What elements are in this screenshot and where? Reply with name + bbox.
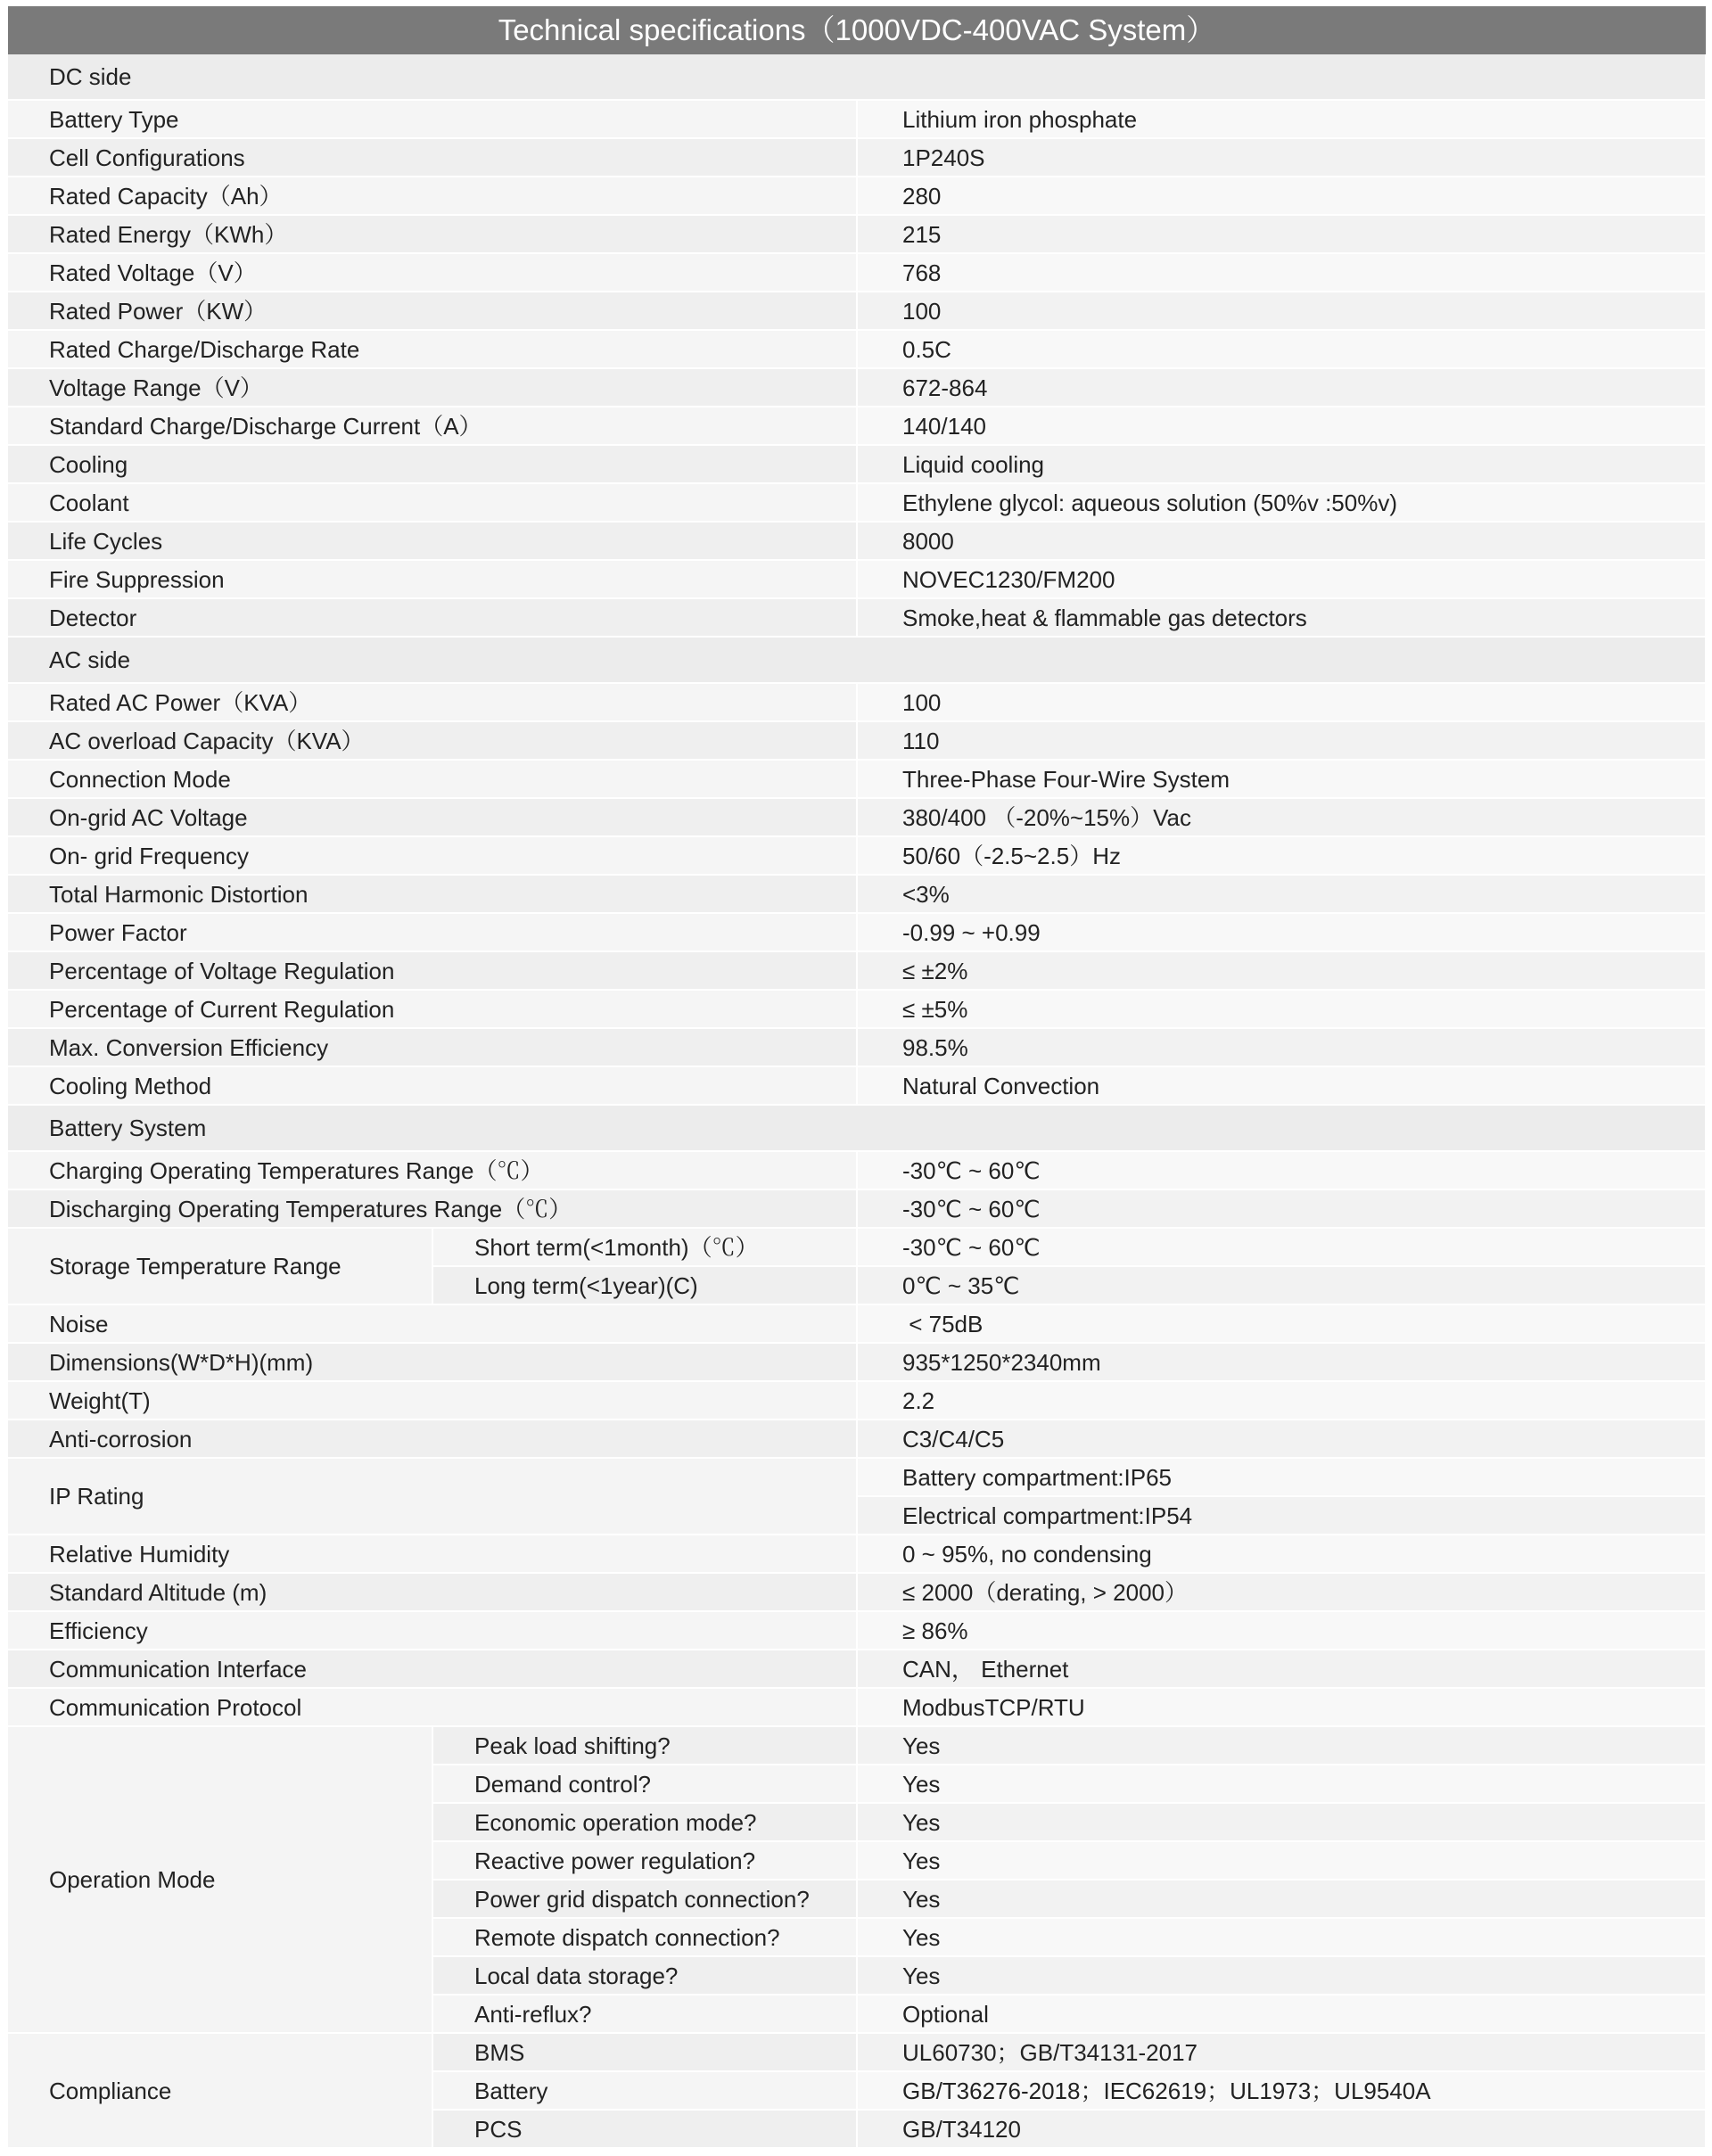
spec-value: 0 ~ 95%, no condensing [857,1535,1706,1573]
table-row [8,215,1706,253]
spec-value: -30℃ ~ 60℃ [857,1189,1706,1228]
table-row [8,1688,1706,1726]
table-row [8,836,1706,875]
section-header-ac [8,637,1706,683]
spec-label: On- grid Frequency [8,836,857,875]
spec-label: On-grid AC Voltage [8,798,857,836]
table-row [8,1611,1706,1650]
spec-value: Yes [857,1841,1706,1880]
spec-label: Relative Humidity [8,1535,857,1573]
table-row [8,330,1706,368]
spec-value: Yes [857,1726,1706,1765]
spec-label: Noise [8,1304,857,1343]
spec-value: C3/C4/C5 [857,1420,1706,1458]
spec-sub-label: Long term(<1year)(C) [432,1266,857,1304]
spec-label: Dimensions(W*D*H)(mm) [8,1343,857,1381]
spec-label: Weight(T) [8,1381,857,1420]
spec-value: Electrical compartment:IP54 [857,1496,1706,1535]
spec-label: Power Factor [8,913,857,951]
spec-label: IP Rating [8,1458,857,1535]
spec-value: 280 [857,177,1706,215]
table-title: Technical specifications（1000VDC-400VAC System） [8,6,1706,54]
table-row [8,177,1706,215]
spec-value: ≤ ±2% [857,951,1706,990]
spec-label: Coolant [8,483,857,522]
spec-sub-label: Local data storage? [432,1956,857,1995]
spec-label: Rated Capacity（Ah） [8,177,857,215]
table-row [8,951,1706,990]
table-row [8,598,1706,637]
spec-label: Percentage of Current Regulation [8,990,857,1028]
table-row [8,1228,1706,1266]
spec-value: 140/140 [857,407,1706,445]
spec-value: Yes [857,1765,1706,1803]
spec-label: AC overload Capacity（KVA） [8,721,857,760]
spec-label: Detector [8,598,857,637]
spec-value: 0℃ ~ 35℃ [857,1266,1706,1304]
spec-label: Discharging Operating Temperatures Range（℃） [8,1189,857,1228]
spec-label: Communication Interface [8,1650,857,1688]
table-row [8,1066,1706,1105]
spec-value: UL60730；GB/T34131-2017 [857,2033,1706,2071]
spec-value: Yes [857,1918,1706,1956]
table-row [8,798,1706,836]
spec-label: Cell Configurations [8,138,857,177]
spec-label: Life Cycles [8,522,857,560]
table-row [8,1573,1706,1611]
table-row [8,1028,1706,1066]
spec-group-label: Operation Mode [8,1726,432,2033]
spec-label: Rated Power（KW） [8,292,857,330]
spec-sub-label: Short term(<1month)（℃） [432,1228,857,1266]
table-row [8,875,1706,913]
spec-value: Three-Phase Four-Wire System [857,760,1706,798]
spec-value: Lithium iron phosphate [857,100,1706,138]
table-row [8,1151,1706,1189]
spec-sub-label: Peak load shifting? [432,1726,857,1765]
spec-label: Charging Operating Temperatures Range（℃） [8,1151,857,1189]
spec-value: 672-864 [857,368,1706,407]
spec-label: Percentage of Voltage Regulation [8,951,857,990]
spec-value: ModbusTCP/RTU [857,1688,1706,1726]
spec-label: Total Harmonic Distortion [8,875,857,913]
spec-value: Yes [857,1803,1706,1841]
spec-label: Efficiency [8,1611,857,1650]
table-row [8,1650,1706,1688]
spec-group-label: Compliance [8,2033,432,2148]
table-row [8,253,1706,292]
spec-sub-label: Power grid dispatch connection? [432,1880,857,1918]
section-header-dc [8,54,1706,100]
spec-value: GB/T34120 [857,2110,1706,2148]
spec-value: 380/400 （-20%~15%）Vac [857,798,1706,836]
spec-sub-label: Economic operation mode? [432,1803,857,1841]
spec-sub-label: PCS [432,2110,857,2148]
spec-sub-label: Anti-reflux? [432,1995,857,2033]
spec-value: CAN， Ethernet [857,1650,1706,1688]
spec-value: Yes [857,1880,1706,1918]
spec-value: 1P240S [857,138,1706,177]
spec-sub-label: Demand control? [432,1765,857,1803]
section-title: DC side [8,54,1706,100]
spec-value: Battery compartment:IP65 [857,1458,1706,1496]
spec-label: Cooling Method [8,1066,857,1105]
spec-value: 98.5% [857,1028,1706,1066]
spec-value: 8000 [857,522,1706,560]
table-row [8,683,1706,721]
spec-value: NOVEC1230/FM200 [857,560,1706,598]
spec-label: Battery Type [8,100,857,138]
spec-label: Max. Conversion Efficiency [8,1028,857,1066]
table-row [8,913,1706,951]
spec-sub-label: Remote dispatch connection? [432,1918,857,1956]
spec-value: 100 [857,683,1706,721]
table-row [8,1535,1706,1573]
spec-value: <3% [857,875,1706,913]
spec-value: Natural Convection [857,1066,1706,1105]
table-row [8,368,1706,407]
table-row [8,1189,1706,1228]
spec-label: Standard Altitude (m) [8,1573,857,1611]
spec-value: -30℃ ~ 60℃ [857,1151,1706,1189]
table-row [8,1381,1706,1420]
spec-sub-label: Reactive power regulation? [432,1841,857,1880]
spec-value: 2.2 [857,1381,1706,1420]
spec-value: Ethylene glycol: aqueous solution (50%v :50%v) [857,483,1706,522]
spec-value: 935*1250*2340mm [857,1343,1706,1381]
spec-label: Rated Charge/Discharge Rate [8,330,857,368]
spec-value: -30℃ ~ 60℃ [857,1228,1706,1266]
spec-value: 768 [857,253,1706,292]
spec-value: 50/60（-2.5~2.5）Hz [857,836,1706,875]
spec-value: ≥ 86% [857,1611,1706,1650]
spec-label: Rated AC Power（KVA） [8,683,857,721]
spec-sheet [8,6,1706,2151]
spec-value: Optional [857,1995,1706,2033]
table-row [8,721,1706,760]
table-row [8,990,1706,1028]
spec-value: Smoke,heat & flammable gas detectors [857,598,1706,637]
section-title: AC side [8,637,1706,683]
spec-label: Fire Suppression [8,560,857,598]
table-row [8,445,1706,483]
section-title: Battery System [8,1105,1706,1151]
spec-value: 0.5C [857,330,1706,368]
table-row [8,1420,1706,1458]
spec-value: Liquid cooling [857,445,1706,483]
table-row [8,2033,1706,2071]
spec-value: 215 [857,215,1706,253]
spec-label: Anti-corrosion [8,1420,857,1458]
spec-sub-label: Battery [432,2071,857,2110]
spec-label: Connection Mode [8,760,857,798]
spec-label: Voltage Range（V） [8,368,857,407]
table-row [8,760,1706,798]
table-row [8,138,1706,177]
spec-label: Cooling [8,445,857,483]
table-row [8,1726,1706,1765]
table-row [8,560,1706,598]
spec-label: Rated Voltage（V） [8,253,857,292]
table-row [8,1458,1706,1496]
spec-value: 110 [857,721,1706,760]
spec-label: Communication Protocol [8,1688,857,1726]
spec-value: < 75dB [857,1304,1706,1343]
table-row [8,100,1706,138]
spec-label: Rated Energy（KWh） [8,215,857,253]
table-row [8,407,1706,445]
spec-value: ≤ 2000（derating, > 2000） [857,1573,1706,1611]
spec-value: GB/T36276-2018；IEC62619；UL1973；UL9540A [857,2071,1706,2110]
table-row [8,522,1706,560]
table-row [8,483,1706,522]
spec-value: 100 [857,292,1706,330]
spec-value: -0.99 ~ +0.99 [857,913,1706,951]
table-row [8,1304,1706,1343]
table-row [8,1343,1706,1381]
spec-value: ≤ ±5% [857,990,1706,1028]
section-header-battery [8,1105,1706,1151]
spec-sub-label: BMS [432,2033,857,2071]
spec-label: Standard Charge/Discharge Current（A） [8,407,857,445]
spec-group-label: Storage Temperature Range [8,1228,432,1304]
spec-value: Yes [857,1956,1706,1995]
spec-table [8,54,1707,2149]
table-row [8,292,1706,330]
